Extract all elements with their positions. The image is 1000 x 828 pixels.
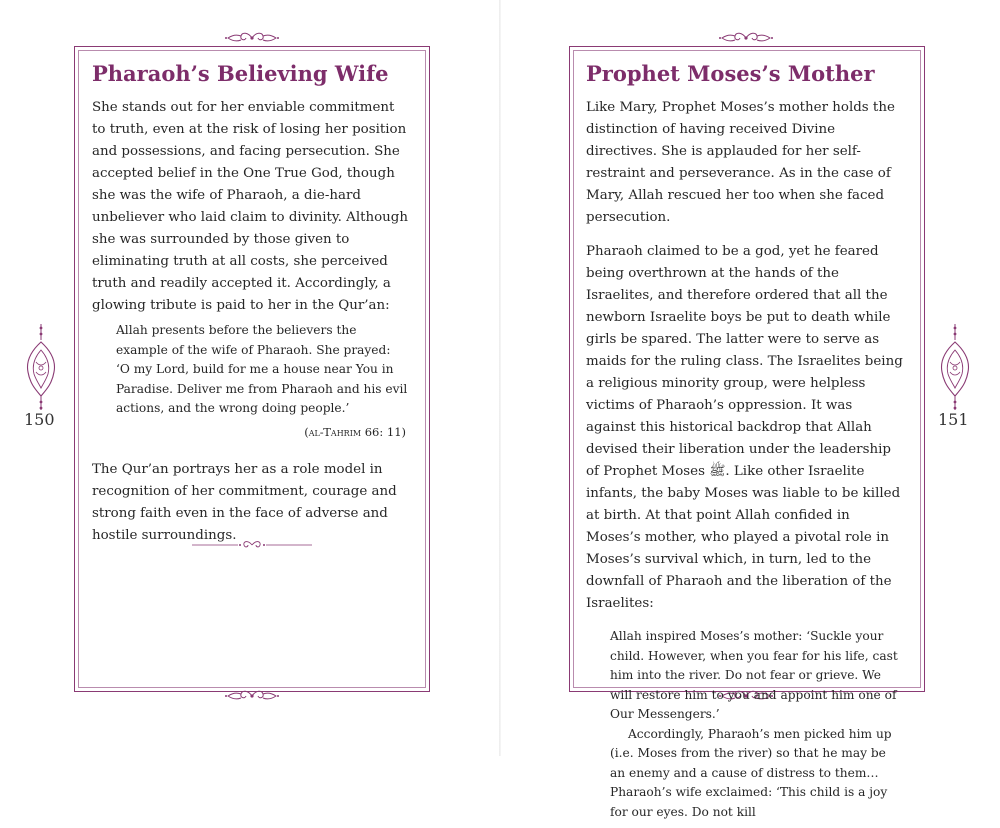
side-ornament-icon <box>938 322 972 412</box>
top-ornament-icon <box>222 30 282 46</box>
left-content <box>92 60 412 559</box>
section-divider-icon <box>190 538 314 552</box>
bottom-ornament-icon <box>222 688 282 704</box>
section-title: Prophet Moses’s Mother <box>586 61 875 86</box>
page-number: 150 <box>24 410 55 429</box>
right-content <box>586 60 906 828</box>
quote-line: Accordingly, Pharaoh’s men picked him up (i.e. Moses from the river) so that he may be an enemy and a cause of distress to them… Pharaoh’s wife exclaimed: ‘This child is a joy for our eyes. Do not kill <box>610 726 892 819</box>
body-paragraph: The Qur’an portrays her as a role model in recognition of her commitment, courage and strong faith even in the face of adverse and hostile surroundings. <box>92 461 397 543</box>
block-quote <box>586 627 906 822</box>
body-paragraph: Like Mary, Prophet Moses’s mother holds the distinction of having received Divine directives. She is applauded for her self-restraint and perseverance. As in the case of Mary, Allah rescued her too when she faced persecution. <box>586 100 895 226</box>
block-quote: Allah presents before the believers the example of the wife of Pharaoh. She prayed: ‘O my Lord, build for me a house near You in Paradise. Deliver me from Pharaoh and his evil actions, and the wrong doing people.’ <box>116 323 408 416</box>
right-page <box>500 0 1000 819</box>
body-paragraph: She stands out for her enviable commitment to truth, even at the risk of losing her position and possessions, and facing persecution. She accepted belief in the One True God, though she was the wife of Pharaoh, a die-hard unbeliever who laid claim to divinity. Although she was surrounded by those given to eliminating truth at all costs, she perceived truth and readily accepted it. Accordingly, a glowing tribute is paid to her in the Qur’an: <box>92 100 408 314</box>
body-paragraph: Pharaoh claimed to be a god, yet he feared being overthrown at the hands of the Israelites, and therefore ordered that all the newborn Israelite boys be put to death while girls be spared. The latter were to serve as maids for the ruling class. The Israelites being a religious minority group, were helpless victims of Pharaoh’s oppression. It was against this historical backdrop that Allah devised their liberation under the leadership of Prophet Moses ﷺ. Like other Israelite infants, the baby Moses was liable to be killed at birth. At that point Allah confided in Moses’s mother, who played a pivotal role in Moses’s survival which, in turn, led to the downfall of Pharaoh and the liberation of the Israelites: <box>586 244 903 612</box>
page-number: 151 <box>938 410 969 429</box>
citation: (al-Tahrim 66: 11) <box>304 424 406 439</box>
quote-line: Allah inspired Moses’s mother: ‘Suckle your child. However, when you fear for his life, cast him into the river. Do not fear or grieve. We will restore him to you and appoint him one of Our Messengers.’ <box>610 629 898 722</box>
left-page <box>0 0 500 756</box>
side-ornament-icon <box>24 322 58 412</box>
top-ornament-icon <box>716 30 776 46</box>
section-title: Pharaoh’s Believing Wife <box>92 61 389 86</box>
